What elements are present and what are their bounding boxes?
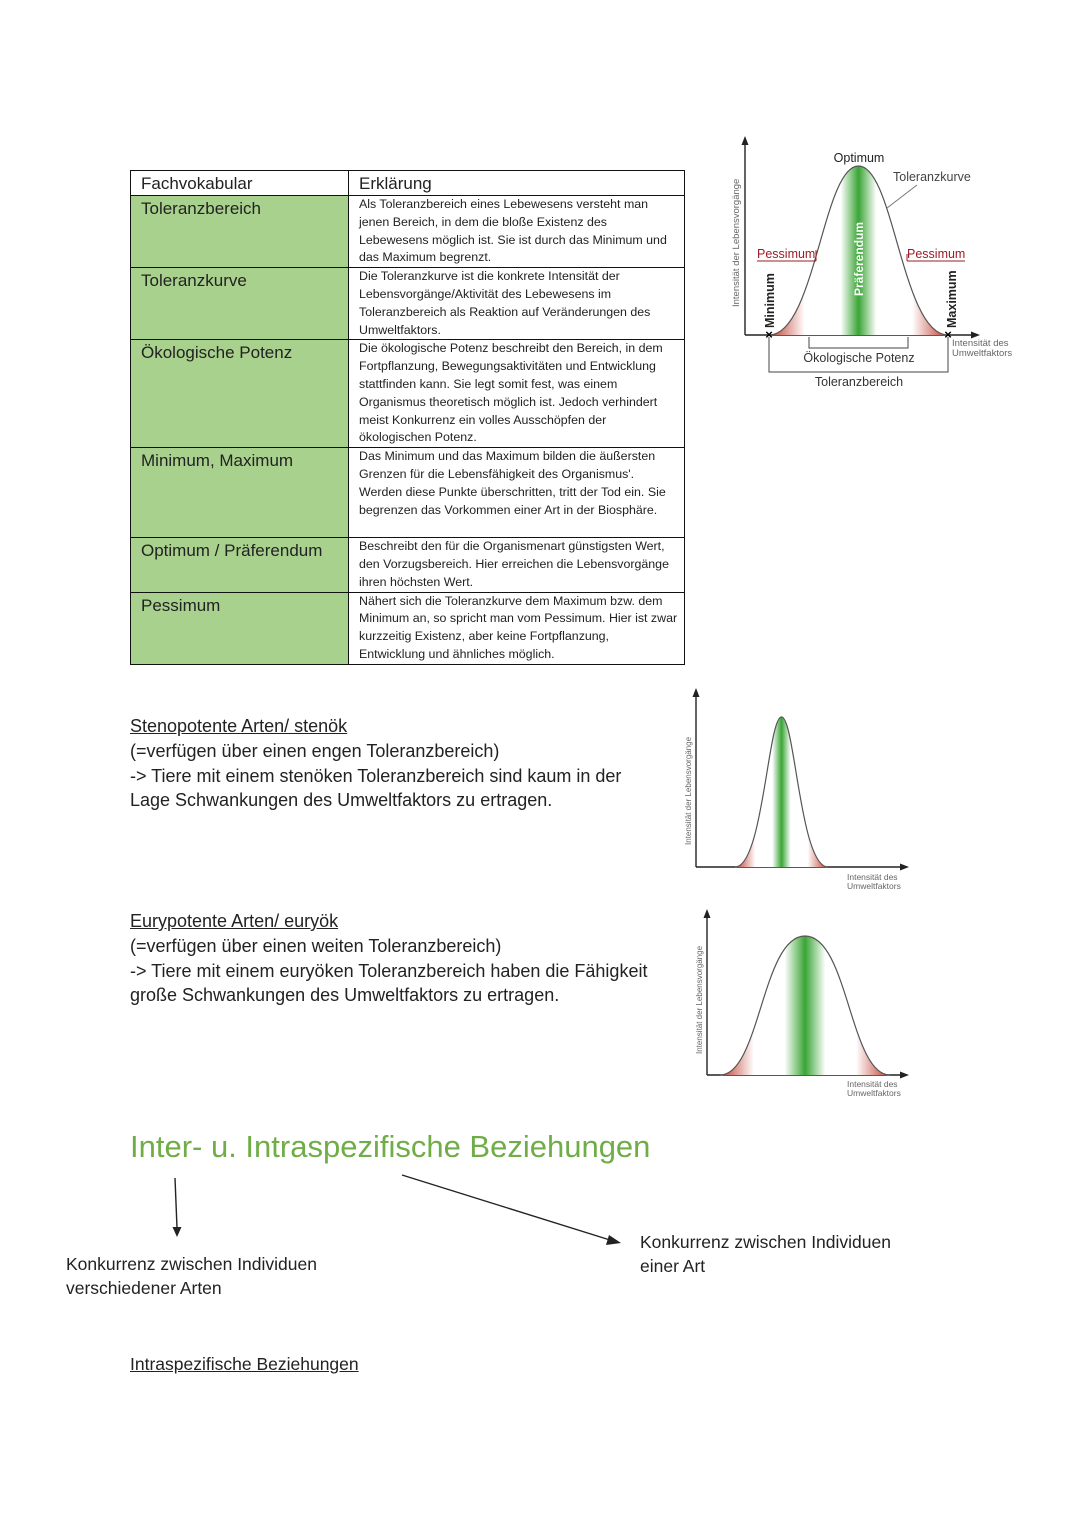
eury-heading: Eurypotente Arten/ euryök [130,911,339,931]
praeferendum-label: Präferendum [852,221,866,296]
intraspecific-line-1: Konkurrenz zwischen Individuen [640,1232,891,1252]
arrow-right-line [402,1175,610,1240]
minimum-cross-icon: × [765,327,773,342]
x-axis-arrow-icon [900,864,909,871]
interspecific-line-2: verschiedener Arten [66,1278,222,1298]
y-axis-label: Intensität der Lebensvorgänge [684,736,693,845]
header-explanation: Erklärung [349,171,685,196]
x-axis-label-2: Umweltfaktors [847,881,901,891]
y-axis-arrow-icon [742,136,749,145]
table-row [131,538,685,592]
x-axis-label-1: Intensität des [847,1079,898,1089]
optimum-label: Optimum [833,151,885,165]
minimum-label: Minimum [763,273,777,328]
potenz-label: Ökologische Potenz [803,351,915,365]
table-row [131,448,685,538]
interspecific-line-1: Konkurrenz zwischen Individuen [66,1254,317,1274]
x-axis-label-1: Intensität des [847,872,898,882]
pessimum-left-label: Pessimum [757,247,816,261]
header-term: Fachvokabular [131,171,349,196]
intraspecific-heading: Intraspezifische Beziehungen [130,1354,359,1374]
x-axis-label-2: Umweltfaktors [952,348,1013,359]
steno-curve-fill [735,717,828,867]
vocab-table [130,170,685,665]
explanation-cell: Nähert sich die Toleranzkurve dem Maximum bzw. dem Minimum an, so spricht man vom Pessimum. Hier ist zwar kurzzeitig Existenz, aber keine Fortpflanzung, Entwicklung und ähnliches möglich. [349,592,685,664]
eury-description [130,934,700,1008]
explanation-cell: Die Toleranzkurve ist die konkrete Intensität der Lebensvorgänge/Aktivität des Lebewesens im Toleranzbereich als Reaktion auf Veränderungen des Umweltfaktors. [349,268,685,340]
toleranzbereich-label: Toleranzbereich [814,375,904,389]
term-cell: Toleranzbereich [131,196,349,268]
table-header-row [131,171,685,196]
arrow-down-icon [173,1227,182,1237]
tolerance-diagram [725,130,1045,395]
intraspecific-text [640,1230,891,1278]
eury-line-1: (=verfügen über einen weiten Toleranzbereich) [130,936,502,956]
table-row [131,592,685,664]
maximum-cross-icon: × [944,327,952,342]
toleranzkurve-pointer [887,185,917,208]
explanation-cell: Die ökologische Potenz beschreibt den Bereich, in dem Fortpflanzung, Bewegungsaktivitäten und Entwicklung stattfinden kann. Sie legt somit fest, was einem Organismus theoretisch möglich ist. Jedoch verhindert meist Konkurrenz ein volles Ausschöpfen der ökologischen Potenz. [349,340,685,448]
explanation-cell: Als Toleranzbereich eines Lebewesens versteht man jenen Bereich, in dem die bloße Existenz des Lebewesens möglich ist. Sie ist durch das Minimum und das Maximum begrenzt. [349,196,685,268]
steno-line-1: (=verfügen über einen engen Toleranzbereich) [130,741,500,761]
steno-diagram [680,683,920,898]
explanation-cell: Beschreibt den für die Organismenart günstigsten Wert, den Vorzugsbereich. Hier erreichen die Lebensvorgänge ihren höchsten Wert. [349,538,685,592]
eury-diagram [690,902,930,1102]
steno-description [130,739,690,813]
y-axis-label: Intensität der Lebensvorgänge [695,945,704,1054]
table-row [131,196,685,268]
eury-line-3: große Schwankungen des Umweltfaktors zu ertragen. [130,985,560,1005]
arrow-down-line [175,1178,177,1228]
term-cell: Ökologische Potenz [131,340,349,448]
x-axis-label-2: Umweltfaktors [847,1088,901,1098]
arrow-right-icon [606,1235,621,1245]
intraspecific-line-2: einer Art [640,1256,706,1276]
x-axis-label-1: Intensität des [952,338,1009,349]
relations-arrows [160,1170,630,1250]
eury-line-2: -> Tiere mit einem euryöken Toleranzbereich haben die Fähigkeit [130,960,648,981]
x-axis-arrow-icon [900,1072,909,1079]
interspecific-text [66,1252,317,1300]
term-cell: Optimum / Präferendum [131,538,349,592]
term-cell: Minimum, Maximum [131,448,349,538]
eury-curve-fill [720,936,890,1075]
maximum-label: Maximum [945,270,959,328]
toleranzkurve-label: Toleranzkurve [893,170,971,184]
steno-line-3: Lage Schwankungen des Umweltfaktors zu ertragen. [130,790,553,810]
explanation-cell: Das Minimum und das Maximum bilden die äußersten Grenzen für die Lebensfähigkeit des Organismus'. Werden diese Punkte überschritten, tritt der Tod ein. Sie begrenzen das Vorkommen einer Art in der Biosphäre. [349,448,685,538]
steno-line-2: -> Tiere mit einem stenöken Toleranzbereich sind kaum in der [130,765,622,786]
table-row [131,340,685,448]
y-axis-arrow-icon [704,909,711,918]
y-axis-arrow-icon [693,688,700,697]
pessimum-right-label: Pessimum [907,247,966,261]
steno-heading: Stenopotente Arten/ stenök [130,716,348,736]
potenz-bracket [809,337,908,348]
y-axis-label: Intensität der Lebensvorgänge [731,178,742,307]
relations-title: Inter- u. Intraspezifische Beziehungen [130,1129,651,1164]
term-cell: Toleranzkurve [131,268,349,340]
term-cell: Pessimum [131,592,349,664]
table-row [131,268,685,340]
